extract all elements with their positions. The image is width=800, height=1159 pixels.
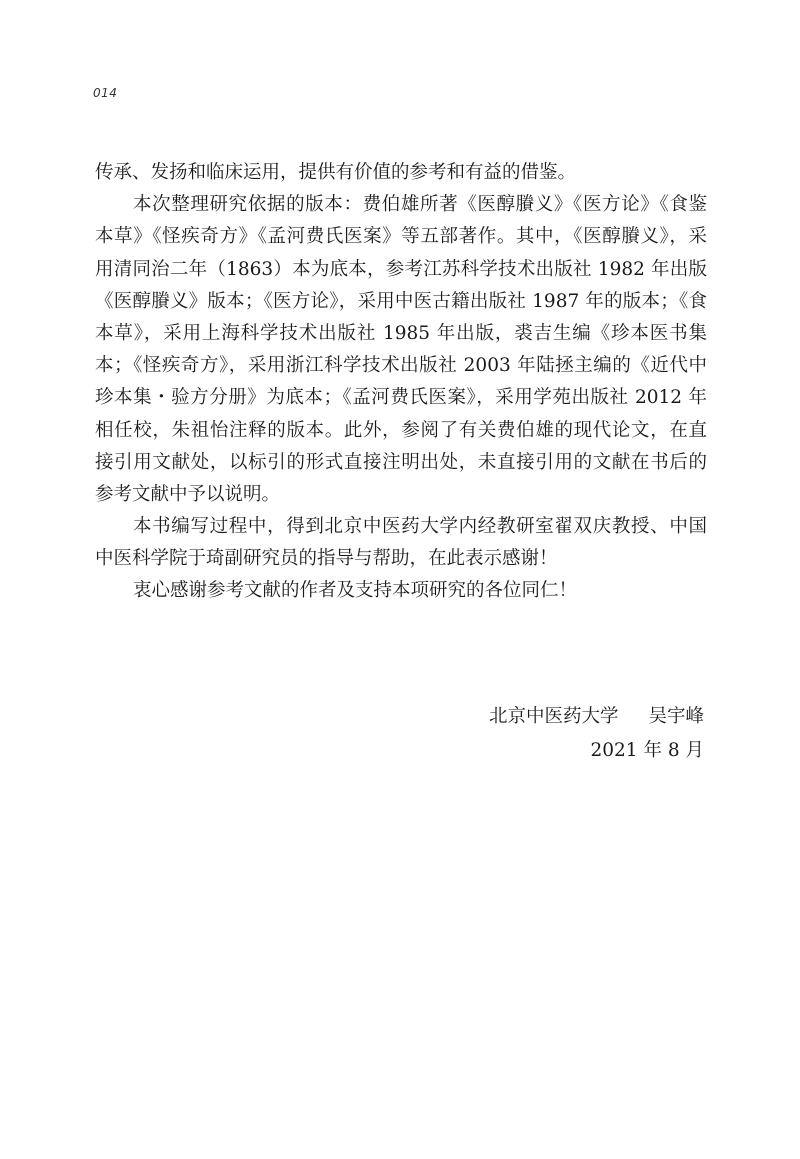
- paragraph-line: 衷心感谢参考文献的作者及支持本项研究的各位同仁！: [133, 580, 578, 602]
- page-number: 014: [93, 86, 118, 100]
- preface-body: [95, 157, 707, 608]
- paragraph-line: 用清同治二年（1863）本为底本，参考江苏科学技术出版社 1982 年出版: [95, 258, 707, 280]
- paragraph-line: 传承、发扬和临床运用，提供有价值的参考和有益的借鉴。: [95, 162, 577, 183]
- paragraph-line: 本草》《怪疾奇方》《孟河费氏医案》等五部著作。其中，《医醇賸义》，采: [95, 226, 707, 248]
- signature-block: [489, 700, 704, 768]
- paragraph-line: 参考文献中予以说明。: [95, 483, 281, 505]
- signature-line: [489, 700, 704, 734]
- paragraph-line: 中医科学院于琦副研究员的指导与帮助，在此表示感谢！: [95, 548, 558, 570]
- paragraph-line: 珍本集・验方分册》为底本；《孟河费氏医案》，采用学苑出版社 2012 年: [95, 387, 707, 409]
- paragraph-line: 本；《怪疾奇方》，采用浙江科学技术出版社 2003 年陆拯主编的《近代中: [95, 355, 707, 377]
- paragraph-line: 《医醇賸义》版本；《医方论》，采用中医古籍出版社 1987 年的版本；《食: [95, 290, 707, 312]
- signature-author: 吴宇峰: [648, 706, 704, 727]
- paragraph-line: 本次整理研究依据的版本：费伯雄所著《医醇賸义》《医方论》《食鉴: [133, 194, 707, 216]
- paragraph-line: 相任校，朱祖怡注释的版本。此外，参阅了有关费伯雄的现代论文，在直: [95, 419, 707, 441]
- signature-institution: 北京中医药大学: [488, 706, 619, 727]
- paragraph-line: 本草》，采用上海科学技术出版社 1985 年出版，裘吉生编《珍本医书集: [95, 322, 707, 344]
- paragraph-line: 接引用文献处，以标引的形式直接注明出处，未直接引用的文献在书后的: [95, 451, 707, 473]
- paragraph-line: 本书编写过程中，得到北京中医药大学内经教研室翟双庆教授、中国: [133, 516, 707, 538]
- signature-date: 2021 年 8 月: [590, 740, 704, 761]
